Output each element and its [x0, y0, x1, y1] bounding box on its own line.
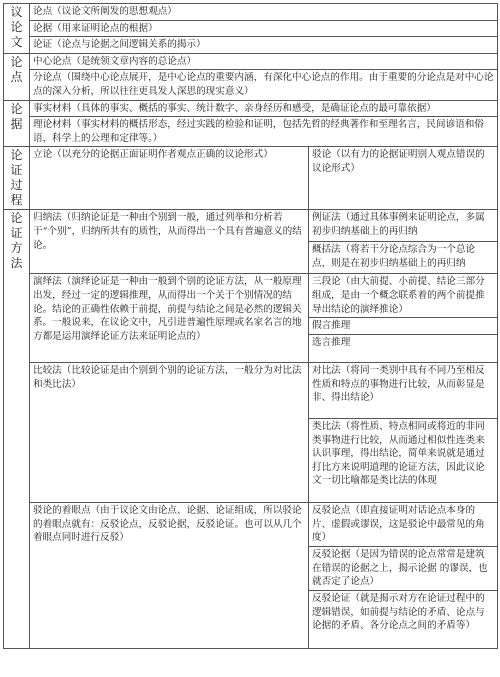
essay-row [4, 20, 498, 37]
refute-argumentation: 反驳论证（就是揭示对方在论证过程中的逻辑错误，如前提与结论的矛盾、论点与论据的矛盾、各分论点之间的矛盾等） [309, 590, 498, 648]
category-char: 论 [10, 211, 23, 226]
essay-element-argumentation: 论证（论点与论据之间逻辑关系的揭示） [30, 37, 498, 54]
factual-evidence: 事实材料（具体的事实、概括的事实、统计数字、亲身经历和感受，是确证论点的最可靠依据） [30, 100, 498, 117]
hypothetical-reasoning: 假言推理 [309, 318, 498, 335]
category-char: 方 [10, 241, 23, 256]
central-thesis: 中心论点（是统领文章内容的总论点） [30, 53, 498, 70]
method-row [4, 362, 498, 418]
category-char: 论 [10, 148, 23, 163]
category-char: 论 [10, 54, 23, 69]
process-row [4, 147, 498, 210]
category-point [4, 53, 30, 100]
category-char: 过 [10, 178, 23, 193]
essay-row [4, 37, 498, 54]
method-row [4, 502, 498, 546]
sub-thesis: 分论点（围绕中心论点展开，是中心论点的重要内涵，有深化中心论点的作用。由于重要的分论点是对中心论点的深入分析，所以往往更具发人深思的现实意义） [30, 70, 498, 100]
induction-method: 归纳法（归纳论证是一种由个别到一般，通过列举和分析若干“个别”，归纳所共有的质性，从而得出一个具有普遍意义的结论。 [30, 210, 309, 274]
category-char: 论 [10, 20, 23, 34]
refutation-focus: 驳论的着眼点（由于议论文由论点、论据、论证组成，所以驳论的着眼点就有：反驳论点，反驳论据，反驳论证。也可以从几个着眼点同时进行反驳） [30, 502, 309, 648]
category-char: 议 [10, 5, 23, 19]
refute-thesis: 反驳论点（即直接证明对话论点本身的片、虚假或谬误，这是驳论中最常见的角度） [309, 502, 498, 546]
refutational-argument: 驳论（以有力的论据证明别人观点错误的议论形式） [309, 147, 498, 210]
evidence-row [4, 117, 498, 147]
category-char: 据 [10, 116, 23, 131]
category-char: 程 [10, 193, 23, 208]
category-char: 证 [10, 163, 23, 178]
generalization-method: 概括法（将若干分论点综合为一个总论点，则是在初步归纳基础上的再归纳 [309, 242, 498, 274]
evidence-row [4, 100, 498, 117]
category-process [4, 147, 30, 210]
essay-row [4, 4, 498, 21]
method-row [4, 210, 498, 242]
category-char: 证 [10, 226, 23, 241]
essay-element-evidence: 论据（用来证明论点的根据） [30, 20, 498, 37]
category-method [4, 210, 30, 649]
argument-essay-outline-table [3, 3, 498, 649]
category-char: 法 [10, 256, 23, 271]
syllogism: 三段论（由大前提、小前提、结论三部分组成，是由一个概念联系着的两个前提推导出结论的演绎推论） [309, 274, 498, 318]
constructive-argument: 立论（以充分的论据正面证明作者观点正确的议论形式） [30, 147, 309, 210]
deduction-method: 演绎法（演绎论证是一种由一般到个别的论证方法，从一般原理出发，经过一定的逻辑推理，从而得出一个关于个别情况的结论。结论的正确性依赖于前提，前提与结论之间是必然的逻辑关系。一般说来，在议论文中，凡引进普遍性原理或名家名言的地方都是运用演绎论证方法来证明论点的） [30, 274, 309, 363]
disjunctive-reasoning: 选言推理 [309, 334, 498, 362]
comparison-method: 比较法（比较论证是由个别到个别的论证方法，一般分为对比法和类比法） [30, 362, 309, 502]
category-char: 文 [10, 35, 23, 49]
refute-evidence: 反驳论据（是因为错误的论点常常是建筑在错误的论据之上，揭示论据 的谬误，也就否定了论点） [309, 546, 498, 590]
theoretical-evidence: 理论材料（事实材料的概括形态，经过实践的检验和证明，包括先哲的经典著作和至理名言，民间谚语和俗语，科学上的公理和定律等。） [30, 117, 498, 147]
essay-element-thesis: 论点（议论文所阐发的思想观点） [30, 4, 498, 21]
category-char: 点 [10, 69, 23, 84]
point-row [4, 70, 498, 100]
category-evidence [4, 100, 30, 147]
method-row [4, 274, 498, 318]
category-essay [4, 4, 30, 54]
contrast-method: 对比法（将同一类别中具有不同乃至相反性质和特点的事物进行比较，从而彰显是非、得出结论） [309, 362, 498, 418]
analogy-method: 类比法（将性质、特点相同或将近的非同类事物进行比较，从而通过相似性连类来认识事理，得出结论，简单来说就是通过打比方来说明道理的论证方法，因此议论文一切比喻都是类比法的体现 [309, 418, 498, 502]
example-method: 例证法（通过具体事例来证明论点，多属初步归纳基础上的再归纳 [309, 210, 498, 242]
point-row [4, 53, 498, 70]
category-char: 论 [10, 101, 23, 116]
